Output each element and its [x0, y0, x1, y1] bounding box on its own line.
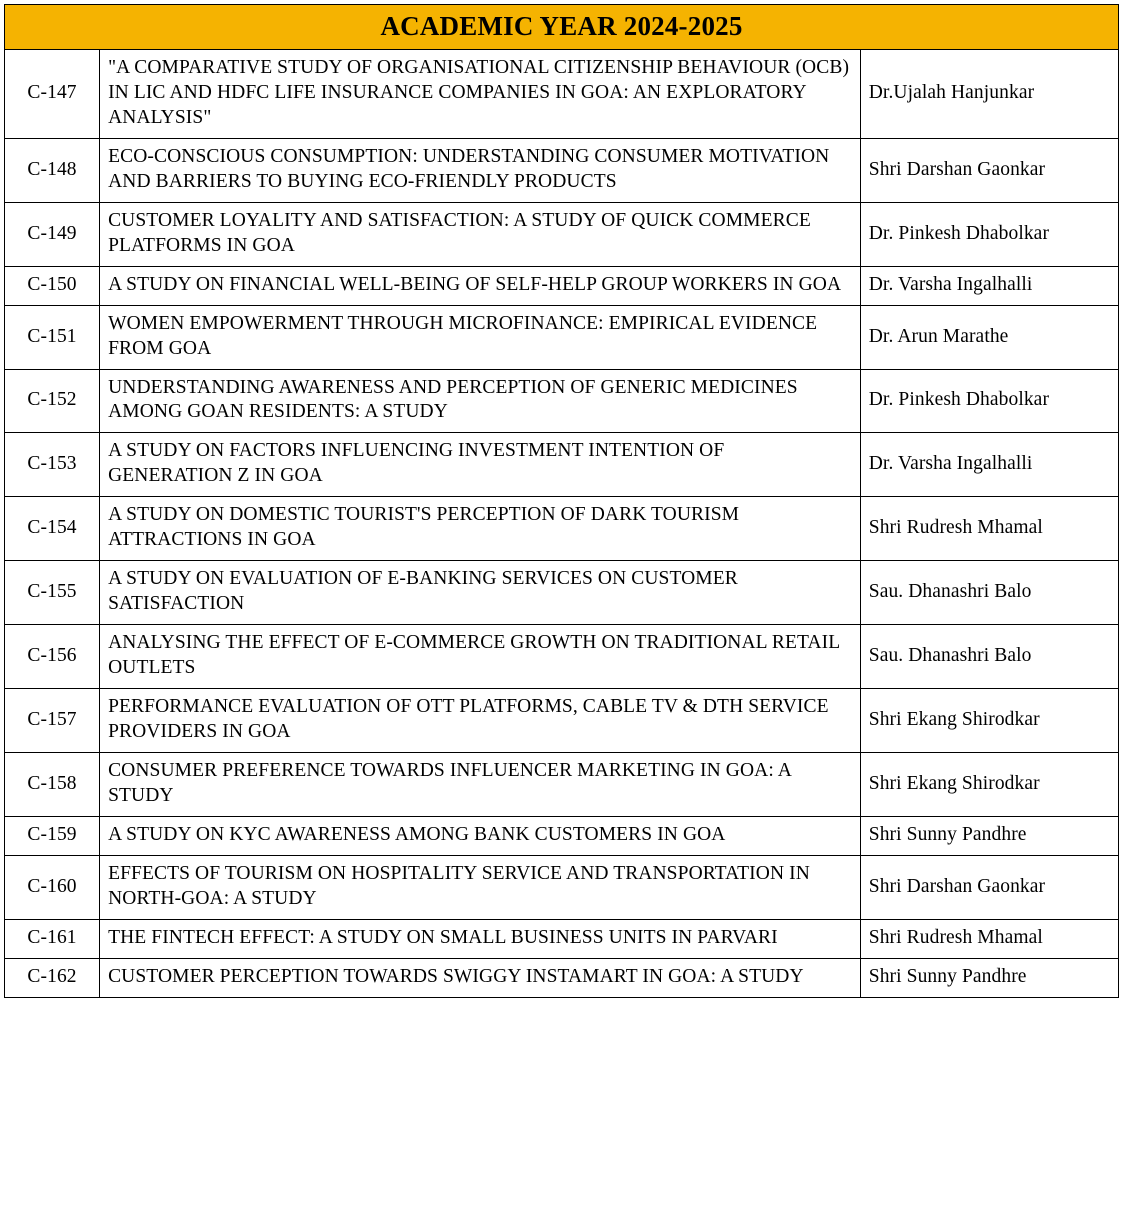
project-guide: Dr. Varsha Ingalhalli: [860, 433, 1118, 497]
academic-year-title: ACADEMIC YEAR 2024-2025: [5, 5, 1119, 50]
table-row: [5, 50, 1119, 139]
project-title: CUSTOMER PERCEPTION TOWARDS SWIGGY INSTAMART IN GOA: A STUDY: [100, 958, 861, 997]
project-guide: Dr. Pinkesh Dhabolkar: [860, 202, 1118, 266]
table-row: [5, 958, 1119, 997]
table-row: [5, 369, 1119, 433]
project-guide: Shri Darshan Gaonkar: [860, 855, 1118, 919]
project-guide: Shri Darshan Gaonkar: [860, 138, 1118, 202]
project-guide: Sau. Dhanashri Balo: [860, 625, 1118, 689]
project-title: A STUDY ON FINANCIAL WELL-BEING OF SELF-HELP GROUP WORKERS IN GOA: [100, 266, 861, 305]
project-code: C-152: [5, 369, 100, 433]
project-title: THE FINTECH EFFECT: A STUDY ON SMALL BUSINESS UNITS IN PARVARI: [100, 919, 861, 958]
project-title: UNDERSTANDING AWARENESS AND PERCEPTION OF GENERIC MEDICINES AMONG GOAN RESIDENTS: A STUDY: [100, 369, 861, 433]
table-row: [5, 497, 1119, 561]
project-code: C-162: [5, 958, 100, 997]
project-code: C-149: [5, 202, 100, 266]
table-row: [5, 305, 1119, 369]
table-row: [5, 752, 1119, 816]
project-code: C-150: [5, 266, 100, 305]
project-code: C-156: [5, 625, 100, 689]
project-code: C-159: [5, 816, 100, 855]
table-row: [5, 689, 1119, 753]
table-row: [5, 625, 1119, 689]
project-title: A STUDY ON DOMESTIC TOURIST'S PERCEPTION OF DARK TOURISM ATTRACTIONS IN GOA: [100, 497, 861, 561]
table-body: [5, 50, 1119, 998]
table-row: [5, 433, 1119, 497]
project-guide: Sau. Dhanashri Balo: [860, 561, 1118, 625]
project-code: C-147: [5, 50, 100, 139]
project-guide: Shri Ekang Shirodkar: [860, 752, 1118, 816]
project-guide: Shri Sunny Pandhre: [860, 958, 1118, 997]
table-row: [5, 266, 1119, 305]
project-title: EFFECTS OF TOURISM ON HOSPITALITY SERVICE AND TRANSPORTATION IN NORTH-GOA: A STUDY: [100, 855, 861, 919]
project-code: C-153: [5, 433, 100, 497]
project-guide: Shri Sunny Pandhre: [860, 816, 1118, 855]
project-guide: Dr. Pinkesh Dhabolkar: [860, 369, 1118, 433]
project-code: C-157: [5, 689, 100, 753]
project-list-table: [4, 4, 1119, 998]
project-title: ANALYSING THE EFFECT OF E-COMMERCE GROWTH ON TRADITIONAL RETAIL OUTLETS: [100, 625, 861, 689]
project-code: C-155: [5, 561, 100, 625]
project-title: PERFORMANCE EVALUATION OF OTT PLATFORMS, CABLE TV & DTH SERVICE PROVIDERS IN GOA: [100, 689, 861, 753]
project-code: C-148: [5, 138, 100, 202]
project-guide: Dr. Varsha Ingalhalli: [860, 266, 1118, 305]
project-code: C-160: [5, 855, 100, 919]
project-code: C-161: [5, 919, 100, 958]
project-title: "A COMPARATIVE STUDY OF ORGANISATIONAL CITIZENSHIP BEHAVIOUR (OCB) IN LIC AND HDFC LIFE INSURANCE COMPANIES IN GOA: AN EXPLORATORY ANALYSIS": [100, 50, 861, 139]
project-title: CONSUMER PREFERENCE TOWARDS INFLUENCER MARKETING IN GOA: A STUDY: [100, 752, 861, 816]
project-title: CUSTOMER LOYALITY AND SATISFACTION: A STUDY OF QUICK COMMERCE PLATFORMS IN GOA: [100, 202, 861, 266]
project-guide: Dr. Arun Marathe: [860, 305, 1118, 369]
table-header-row: [5, 5, 1119, 50]
project-title: A STUDY ON EVALUATION OF E-BANKING SERVICES ON CUSTOMER SATISFACTION: [100, 561, 861, 625]
project-code: C-154: [5, 497, 100, 561]
project-guide: Shri Rudresh Mhamal: [860, 919, 1118, 958]
project-guide: Dr.Ujalah Hanjunkar: [860, 50, 1118, 139]
project-title: A STUDY ON FACTORS INFLUENCING INVESTMENT INTENTION OF GENERATION Z IN GOA: [100, 433, 861, 497]
project-code: C-158: [5, 752, 100, 816]
table-row: [5, 138, 1119, 202]
project-title: WOMEN EMPOWERMENT THROUGH MICROFINANCE: EMPIRICAL EVIDENCE FROM GOA: [100, 305, 861, 369]
table-row: [5, 919, 1119, 958]
table-row: [5, 816, 1119, 855]
project-guide: Shri Ekang Shirodkar: [860, 689, 1118, 753]
table-row: [5, 855, 1119, 919]
project-title: ECO-CONSCIOUS CONSUMPTION: UNDERSTANDING CONSUMER MOTIVATION AND BARRIERS TO BUYING ECO-FRIENDLY PRODUCTS: [100, 138, 861, 202]
project-guide: Shri Rudresh Mhamal: [860, 497, 1118, 561]
table-row: [5, 202, 1119, 266]
project-code: C-151: [5, 305, 100, 369]
table-row: [5, 561, 1119, 625]
project-title: A STUDY ON KYC AWARENESS AMONG BANK CUSTOMERS IN GOA: [100, 816, 861, 855]
